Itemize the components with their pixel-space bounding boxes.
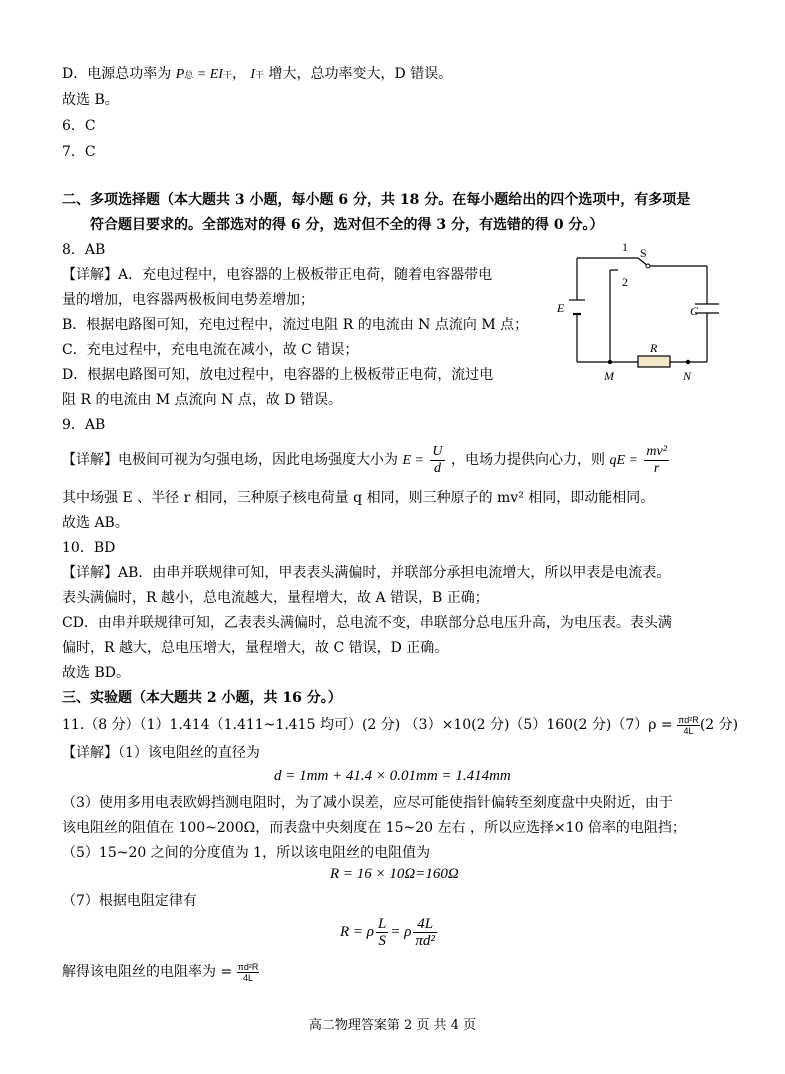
formula: qE = [609,453,638,468]
q10-detail: 【详解】AB．由串并联规律可知，甲表表头满偏时，并联部分承担电流增大，所以甲表是电流表。 [62,565,671,581]
equation-resistance: R = 16 × 10Ω=160Ω [330,866,459,882]
q11-detail: 【详解】（1）该电阻丝的直径为 [62,745,260,761]
text: ，电场力提供向心力，则 [450,452,605,468]
formula: = EI [193,67,223,82]
answer-line: 故选 B。 [62,92,119,108]
answer-6: 6．C [62,118,96,134]
denominator: r [653,460,660,476]
label-n: N [683,369,692,383]
page-footer: 高二物理答案第 2 页 共 4 页 [308,1018,477,1033]
q10-detail: 故选 BD。 [62,665,130,681]
fraction-mv2-over-r [644,444,669,477]
answer-7: 7．C [62,144,96,160]
formula: R = ρ [340,924,374,940]
denominator: 4L [242,972,253,983]
label-e: E [557,301,565,315]
numerator: U [432,443,443,459]
section-2-heading-cont: 符合题目要求的。全部选对的得 6 分，选对但不全的得 3 分，有选错的得 0 分。） [90,217,604,233]
text: 【详解】电极间可视为匀强电场，因此电场强度大小为 [62,452,398,468]
q8-detail: 量的增加，电容器两极板间电势差增加； [62,292,314,308]
subscript: 总 [184,70,194,80]
label-r: R [650,341,658,355]
q9-detail: 故选 AB。 [62,515,129,531]
power-symbol: P [175,67,185,82]
numerator: 4L [413,916,437,933]
q10-detail: 偏时，R 越大，总电压增大，量程增大，故 C 错误，D 正确。 [62,640,449,656]
circuit-diagram [552,238,722,386]
formula: = ρ [390,924,412,940]
q8-detail: B．根据电路图可知，充电过程中，流过电阻 R 的电流由 N 点流向 M 点； [62,317,529,333]
subscript: 干 [255,70,265,80]
label-2: 2 [622,275,628,289]
q11-final [62,958,259,986]
formula: E = [402,453,424,468]
q10-detail: CD．由串并联规律可知，乙表表头满偏时，总电流不变，串联部分总电压升高，为电压表。表头满 [62,615,672,631]
denominator: d [433,460,441,476]
q9-detail [62,442,671,479]
q11-detail: （7）根据电阻定律有 [62,893,197,909]
text: ， [231,66,246,82]
section-2-heading: 二、多项选择题（本大题共 3 小题，每小题 6 分，共 18 分。在每小题给出的四个选项中，有多项是 [62,192,691,208]
q8-detail: 【详解】A．充电过程中，电容器的上极板带正电荷，随着电容器带电 [62,267,493,283]
label-c: C [690,304,699,318]
q8-detail: D．根据电路图可知，放电过程中，电容器的上极板带正电荷，流过电 [62,367,494,383]
answer-9: 9．AB [62,417,106,433]
q11-detail: （5）15~20 之间的分度值为 1，所以该电阻丝的电阻值为 [62,845,431,861]
text: 解得该电阻丝的电阻率为 = [62,964,233,980]
q8-detail: C．充电过程中，充电电流在减小，故 C 错误； [62,342,359,358]
answer-11 [62,712,738,738]
subscript: 干 [222,70,232,80]
q10-detail: 表头满偏时，R 越小，总电流越大，量程增大，故 A 错误，B 正确； [62,590,489,606]
rho-fraction [237,962,260,983]
fraction-l-over-s [376,916,388,949]
q11-detail: （3）使用多用电表欧姆挡测电阻时，为了减小误差，应尽可能使指针偏转至刻度盘中央附近，由于 [62,795,673,811]
q11-detail: 该电阻丝的阻值在 100~200Ω，而表盘中央刻度在 15~20 左右 ，所以应选择×10 倍率的电阻挡； [62,820,686,836]
q9-detail: 其中场强 E 、半径 r 相同，三种原子核电荷量 q 相同，则三种原子的 mv² 相同，即动能相同。 [62,490,655,506]
equation-diameter: d = 1mm + 41.4 × 0.01mm = 1.414mm [274,768,511,784]
numerator: πd²R [678,714,699,725]
text: D．电源总功率为 [62,66,172,82]
fraction-4l-over-pid2 [413,916,437,949]
denominator: S [378,933,386,950]
label-s: S [640,246,647,260]
option-d-line [62,64,452,85]
numerator: πd²R [237,961,259,972]
q8-detail: 阻 R 的电流由 M 点流向 N 点，故 D 错误。 [62,392,342,408]
text: 11.（8 分）（1）1.414（1.411~1.415 均可）(2 分) （3）×10(2 分)（5）160(2 分)（7）ρ = [62,717,673,733]
section-3-heading: 三、实验题（本大题共 2 小题，共 16 分。） [62,690,342,706]
answer-10: 10．BD [62,540,116,556]
label-m: M [604,369,614,383]
denominator: 4L [683,725,694,736]
equation-resistivity-law [340,912,439,952]
numerator: mv² [646,443,667,459]
rho-fraction [677,715,700,736]
text: 增大，总功率变大，D 错误。 [268,66,453,82]
numerator: L [377,916,387,933]
current-symbol: I [250,67,256,82]
denominator: πd² [415,933,435,950]
label-1: 1 [622,240,628,254]
fraction-u-over-d [430,444,444,477]
text: (2 分) [699,717,739,733]
answer-8: 8．AB [62,242,106,258]
